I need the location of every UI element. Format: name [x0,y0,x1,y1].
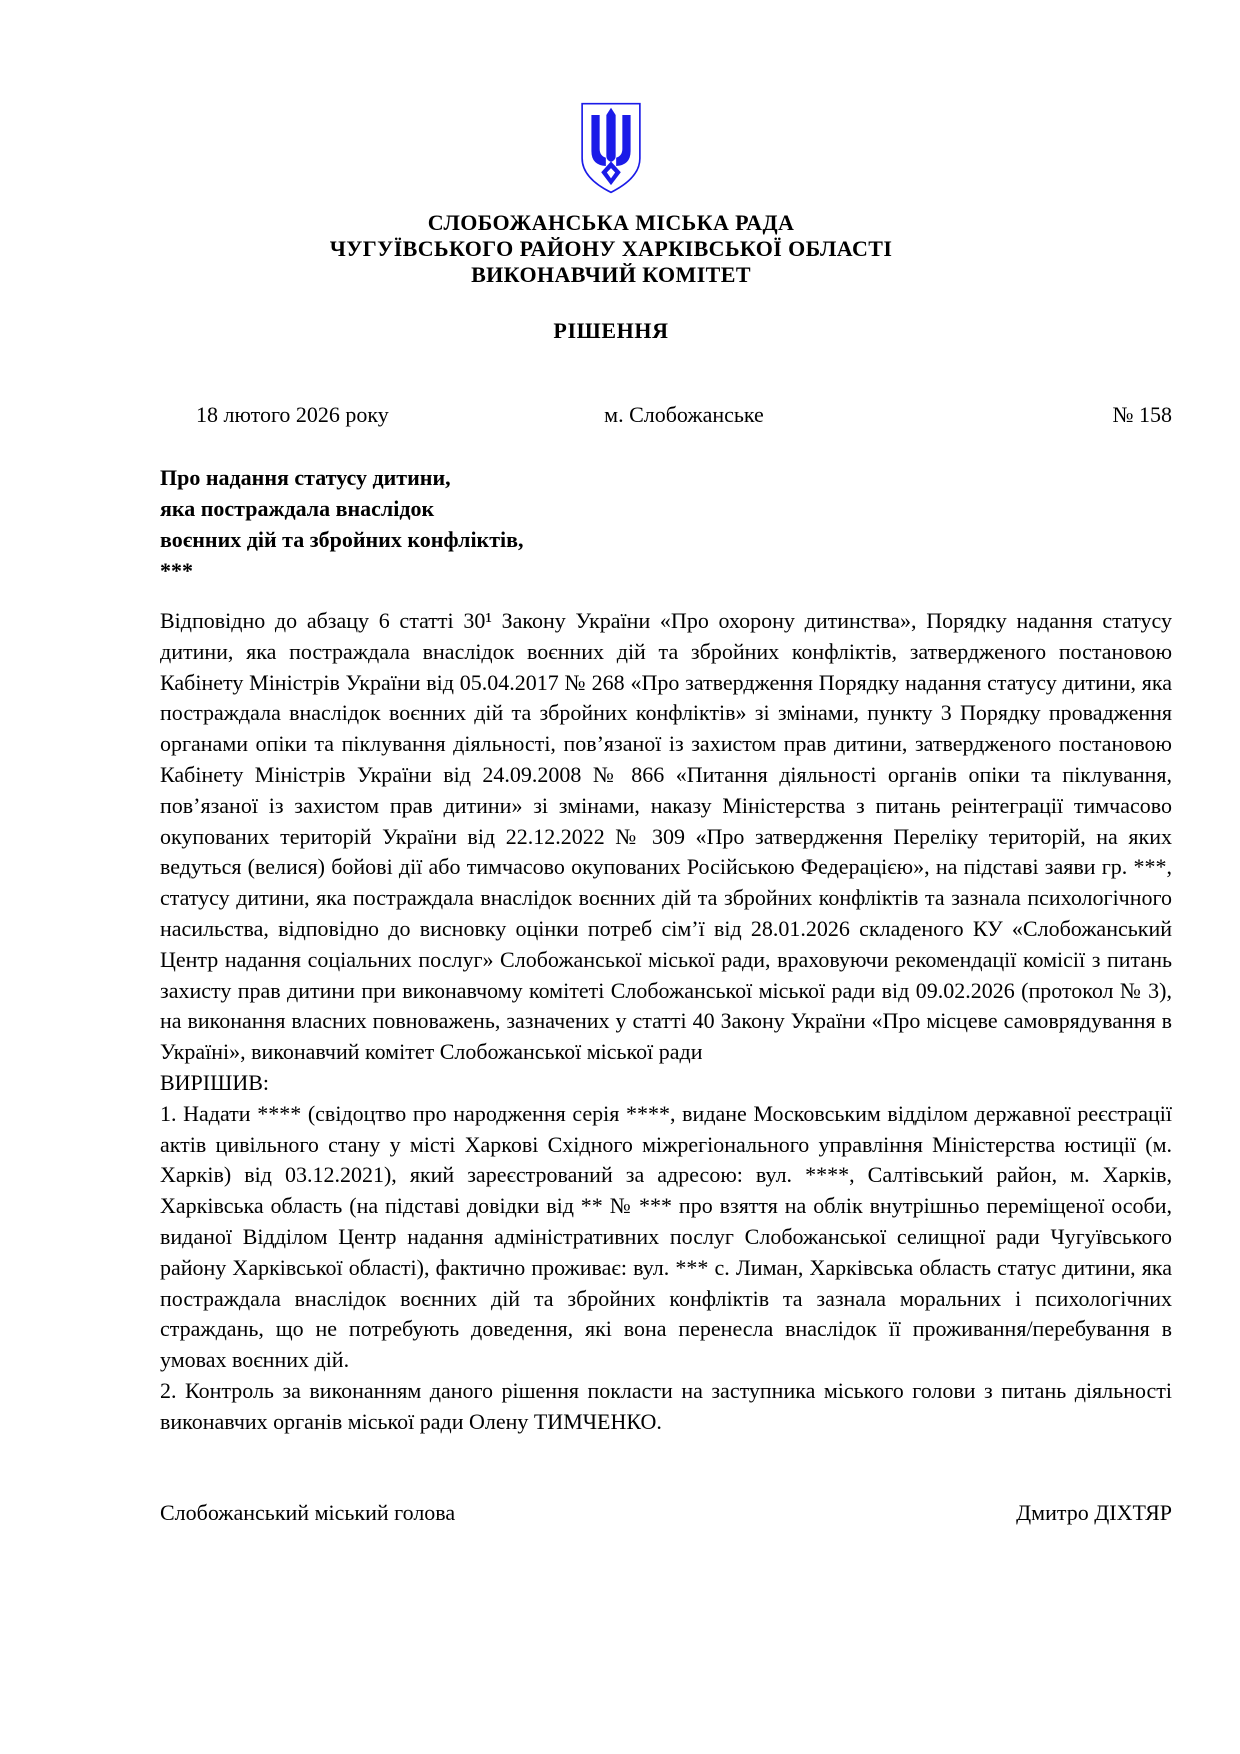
document-number: № 158 [1112,402,1172,427]
document-subject [160,462,1172,586]
document-meta-row [160,402,1172,428]
signatory-title: Слобожанський міський голова [160,1499,456,1525]
resolved-label: ВИРІШИВ: [160,1069,269,1095]
signature-row [160,1500,1172,1526]
document-place: м. Слобожанське [604,402,764,427]
subject-line-4: *** [160,558,193,583]
decision-item-1: 1. Надати **** (свідоцтво про народження серія ****, видане Московським відділом державної реєстрації актів цивільного стану у місті Харкові Східного міжрегіонального управління Міністерства юстиції (м. Харків) від 03.12.2021), який зареєстрований за адресою: вул. ****, Салтівський район, м. Харків, Харківська область (на підставі довідки від ** № *** про взяття на облік внутрішньо переміщеної особи, виданої Відділом Центр надання адміністративних послуг Слобожанської селищної ради Чугуївського району Харківської області), фактично проживає: вул. *** с. Лиман, Харківська область статус дитини, яка постраждала внаслідок воєнних дій та збройних конфліктів та зазнала моральних і психологічних страждань, що не потребують доведення, які вона перенесла внаслідок її проживання/перебування в умовах воєнних дій. [160,1100,1172,1373]
subject-line-1: Про надання статусу дитини, [160,465,451,490]
org-name-line2: ЧУГУЇВСЬКОГО РАЙОНУ ХАРКІВСЬКОЇ ОБЛАСТІ [329,236,893,261]
subject-line-2: яка постраждала внаслідок [160,496,435,521]
document-body [160,606,1172,1438]
signatory-name: Дмитро ДІХТЯР [1016,1499,1172,1525]
document-date: 18 лютого 2026 року [196,402,389,427]
decision-item-2: 2. Контроль за виконанням даного рішення покласти на заступника міського голови з питань діяльності виконавчих органів міської ради Олену ТИМЧЕНКО. [160,1377,1172,1434]
preamble-paragraph: Відповідно до абзацу 6 статті 30¹ Закону України «Про охорону дитинства», Порядку надання статусу дитини, яка постраждала внаслідок воєнних дій та збройних конфліктів, затвердженого постановою Кабінету Міністрів України від 05.04.2017 № 268 «Про затвердження Порядку надання статусу дитини, яка постраждала внаслідок воєнних дій та збройних конфліктів» зі змінами, пункту 3 Порядку провадження органами опіки та піклування діяльності, пов’язаної із захистом прав дитини, затвердженого постановою Кабінету Міністрів України від 24.09.2008 № 866 «Питання діяльності органів опіки та піклування, пов’язаної із захистом прав дитини» зі змінами, наказу Міністерства з питань реінтеграції тимчасово окупованих територій України від 22.12.2022 № 309 «Про затвердження Переліку територій, на яких ведуться (велися) бойові дії або тимчасово окупованих Російською Федерацією», на підставі заяви гр. ***, статусу дитини, яка постраждала внаслідок воєнних дій та збройних конфліктів та зазнала психологічного насильства, відповідно до висновку оцінки потреб сім’ї від 28.01.2026 складеного КУ «Слобожанський Центр надання соціальних послуг» Слобожанської міської ради, враховуючи рекомендації комісії з питань захисту прав дитини при виконавчому комітеті Слобожанської міської ради від 09.02.2026 (протокол № 3), на виконання власних повноважень, зазначених у статті 40 Закону України «Про місцеве самоврядування в Україні», виконавчий комітет Слобожанської міської ради [160,608,1172,1065]
org-name-line1: СЛОБОЖАНСЬКА МІСЬКА РАДА [427,210,795,235]
document-type-title: РІШЕННЯ [553,318,669,343]
document-header [105,100,1117,344]
tryzub-shield-icon [578,100,644,196]
org-name-line3: ВИКОНАВЧИЙ КОМІТЕТ [471,262,751,287]
subject-line-3: воєнних дій та збройних конфліктів, [160,527,524,552]
